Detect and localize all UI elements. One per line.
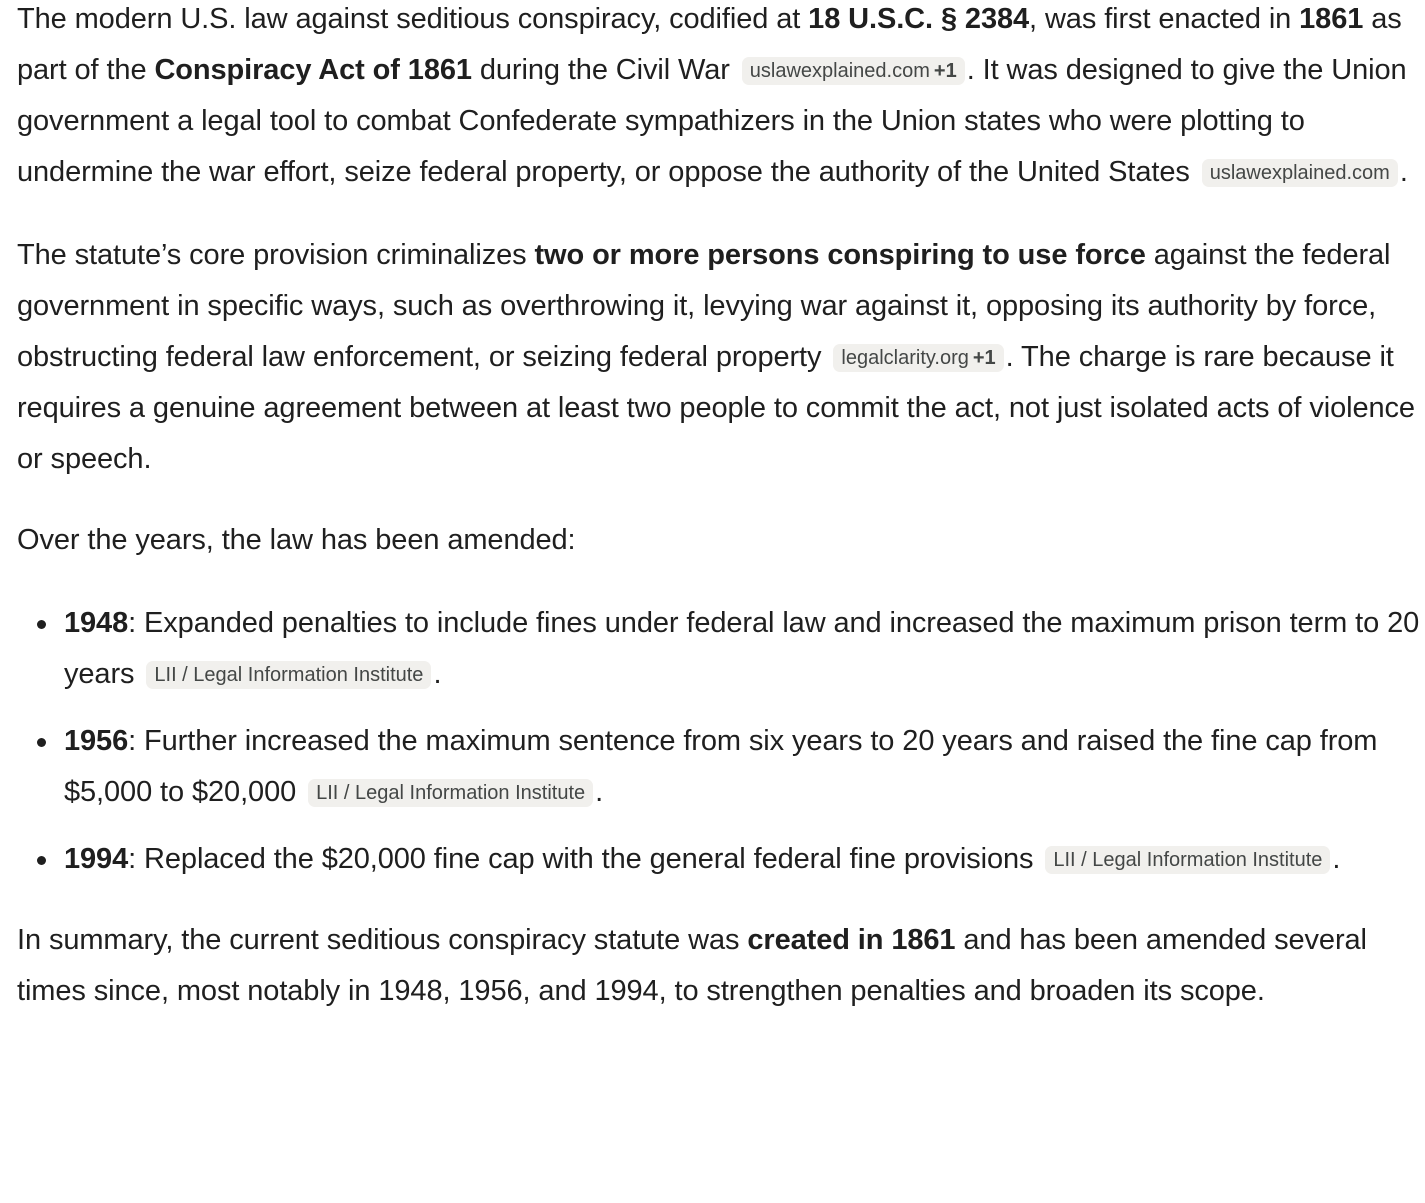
text: . — [433, 658, 442, 690]
amendment-year: 1994 — [64, 843, 129, 875]
amendment-year: 1948 — [64, 607, 129, 639]
text: . — [595, 776, 604, 808]
source-chip-label: LII / Legal Information Institute — [154, 664, 424, 686]
text: and has been amended several times since, most notably in 1948, 1956, and 1994, to strengthen penalties and broaden its scope. — [17, 924, 1367, 1007]
text: The statute’s core provision criminalizes — [17, 239, 535, 271]
year-enacted: 1861 — [1299, 3, 1364, 35]
paragraph-history — [17, 0, 1425, 198]
source-chip-legalclarity[interactable] — [833, 344, 1003, 372]
source-chip-label: uslawexplained.com — [749, 60, 930, 82]
source-chip-label: uslawexplained.com — [1209, 162, 1390, 184]
source-chip-lii[interactable] — [1045, 846, 1330, 874]
text: as part of the — [17, 3, 1402, 86]
text: . — [1332, 843, 1341, 875]
list-item — [64, 834, 1425, 885]
text: during the Civil War — [471, 54, 730, 86]
list-item — [64, 598, 1425, 700]
text: against the federal government in specific ways, such as overthrowing it, levying war against it, opposing its authority by force, obstructing federal law enforcement, or seizing federal property — [17, 239, 1391, 373]
text: . — [1399, 156, 1408, 188]
amendment-text: : Expanded penalties to include fines under federal law and increased the maximum prison term to 20 years — [64, 607, 1420, 690]
source-chip-label: legalclarity.org — [841, 347, 969, 369]
source-chip-uslawexplained[interactable] — [1202, 159, 1398, 187]
text: Over the years, the law has been amended: — [17, 524, 576, 556]
act-name: Conspiracy Act of 1861 — [154, 54, 472, 86]
paragraph-core-provision — [17, 230, 1425, 485]
source-chip-label: LII / Legal Information Institute — [316, 782, 586, 804]
statute-citation: 18 U.S.C. § 2384 — [808, 3, 1030, 35]
source-chip-more-count: +1 — [972, 347, 996, 369]
amendment-year: 1956 — [64, 725, 129, 757]
source-chip-more-count: +1 — [933, 60, 957, 82]
list-item — [64, 716, 1425, 818]
text: The modern U.S. law against seditious conspiracy, codified at — [17, 3, 809, 35]
source-chip-lii[interactable] — [146, 661, 431, 689]
text: . The charge is rare because it requires a genuine agreement between at least two people to commit the act, not just isolated acts of violence or speech. — [17, 341, 1415, 475]
amendment-text: : Further increased the maximum sentence from six years to 20 years and raised the fine cap from $5,000 to $20,000 — [64, 725, 1378, 808]
source-chip-uslawexplained[interactable] — [742, 57, 965, 85]
text: . It was designed to give the Union government a legal tool to combat Confederate sympathizers in the Union states who were plotting to undermine the war effort, seize federal property, or oppose the authority of the United States — [17, 54, 1407, 188]
text: , was first enacted in — [1029, 3, 1300, 35]
text: In summary, the current seditious conspiracy statute was — [17, 924, 748, 956]
amendments-list — [17, 598, 1425, 885]
core-provision-highlight: two or more persons conspiring to use force — [534, 239, 1146, 271]
amendment-text: : Replaced the $20,000 fine cap with the general federal fine provisions — [128, 843, 1034, 875]
source-chip-label: LII / Legal Information Institute — [1053, 849, 1323, 871]
source-chip-lii[interactable] — [308, 779, 593, 807]
paragraph-summary — [17, 915, 1425, 1017]
summary-highlight: created in 1861 — [747, 924, 956, 956]
paragraph-amendments-intro — [17, 515, 1425, 566]
